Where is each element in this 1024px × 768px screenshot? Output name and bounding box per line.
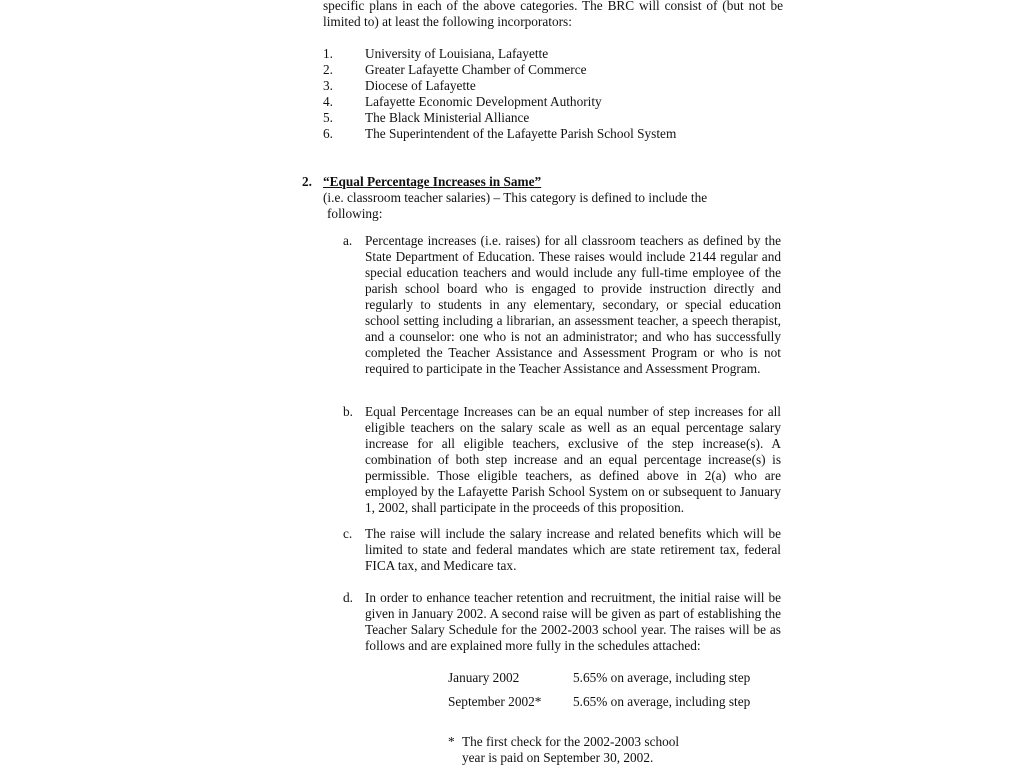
item-paragraph-d: In order to enhance teacher retention and recruitment, the initial raise will be given in January 2002. A second raise will be given as part of establishing the Teacher Salary Schedule for the 2002-2003 school year. The raises will be as follows and are explained more fully in the schedules attached: (365, 590, 781, 653)
schedule-value: 5.65% on average, including step (573, 694, 751, 709)
list-item-text: Lafayette Economic Development Authority (365, 94, 602, 109)
list-item-text: University of Louisiana, Lafayette (365, 46, 549, 61)
item-paragraph-b: Equal Percentage Increases can be an equal number of step increases for all eligible teachers on the salary scale as well as an equal percentage salary increase for all eligible teachers, exclusive of the step increase(s). A combination of both step increase and an equal percentage increase(s) is permissible. Those eligible teachers, as defined above in 2(a) who are employed by the Lafayette Parish School System on or subsequent to January 1, 2002, shall participate in the proceeds of this proposition. (365, 404, 781, 515)
list-item-text: The Superintendent of the Lafayette Parish School System (365, 126, 677, 141)
item-letter-a: a. (343, 233, 353, 248)
item-paragraph-a: Percentage increases (i.e. raises) for all classroom teachers as defined by the State Department of Education. These raises would include 2144 regular and special education teachers and would include any full-time employee of the parish school board who is engaged to provide instruction directly and regularly to students in any elementary, secondary, or special education school setting including a librarian, an assessment teacher, a speech therapist, and a counselor: one who is not an administrator; and who has successfully completed the Teacher Assistance and Assessment Program or who is not required to participate in the Teacher Assistance and Assessment Program. (365, 233, 781, 376)
schedule-date: September 2002* (448, 694, 542, 709)
list-item-number: 1. (323, 46, 333, 61)
item-letter-c: c. (343, 526, 353, 541)
item-paragraph-c: The raise will include the salary increase and related benefits which will be limited to state and federal mandates which are state retirement tax, federal FICA tax, and Medicare tax. (365, 526, 781, 573)
list-item-number: 4. (323, 94, 333, 109)
list-item-number: 6. (323, 126, 333, 141)
list-item-text: The Black Ministerial Alliance (365, 110, 530, 125)
section-description: (i.e. classroom teacher salaries) – This category is defined to include the (323, 190, 708, 205)
list-item-number: 3. (323, 78, 333, 93)
section-number: 2. (302, 174, 312, 189)
list-item-text: Diocese of Lafayette (365, 78, 476, 93)
item-letter-b: b. (343, 404, 353, 419)
intro-paragraph: specific plans in each of the above categories. The BRC will consist of (but not be limited to) at least the following incorporators: (323, 0, 783, 29)
footnote-marker: * (448, 734, 455, 749)
footnote-text: The first check for the 2002-2003 school year is paid on September 30, 2002. (462, 734, 680, 765)
section-description-continued: following: (327, 206, 383, 221)
schedule-value: 5.65% on average, including step (573, 670, 751, 685)
schedule-date: January 2002 (448, 670, 520, 685)
list-item-text: Greater Lafayette Chamber of Commerce (365, 62, 587, 77)
list-item-number: 5. (323, 110, 333, 125)
item-letter-d: d. (343, 590, 353, 605)
section-title: “Equal Percentage Increases in Same” (323, 174, 542, 189)
list-item-number: 2. (323, 62, 333, 77)
